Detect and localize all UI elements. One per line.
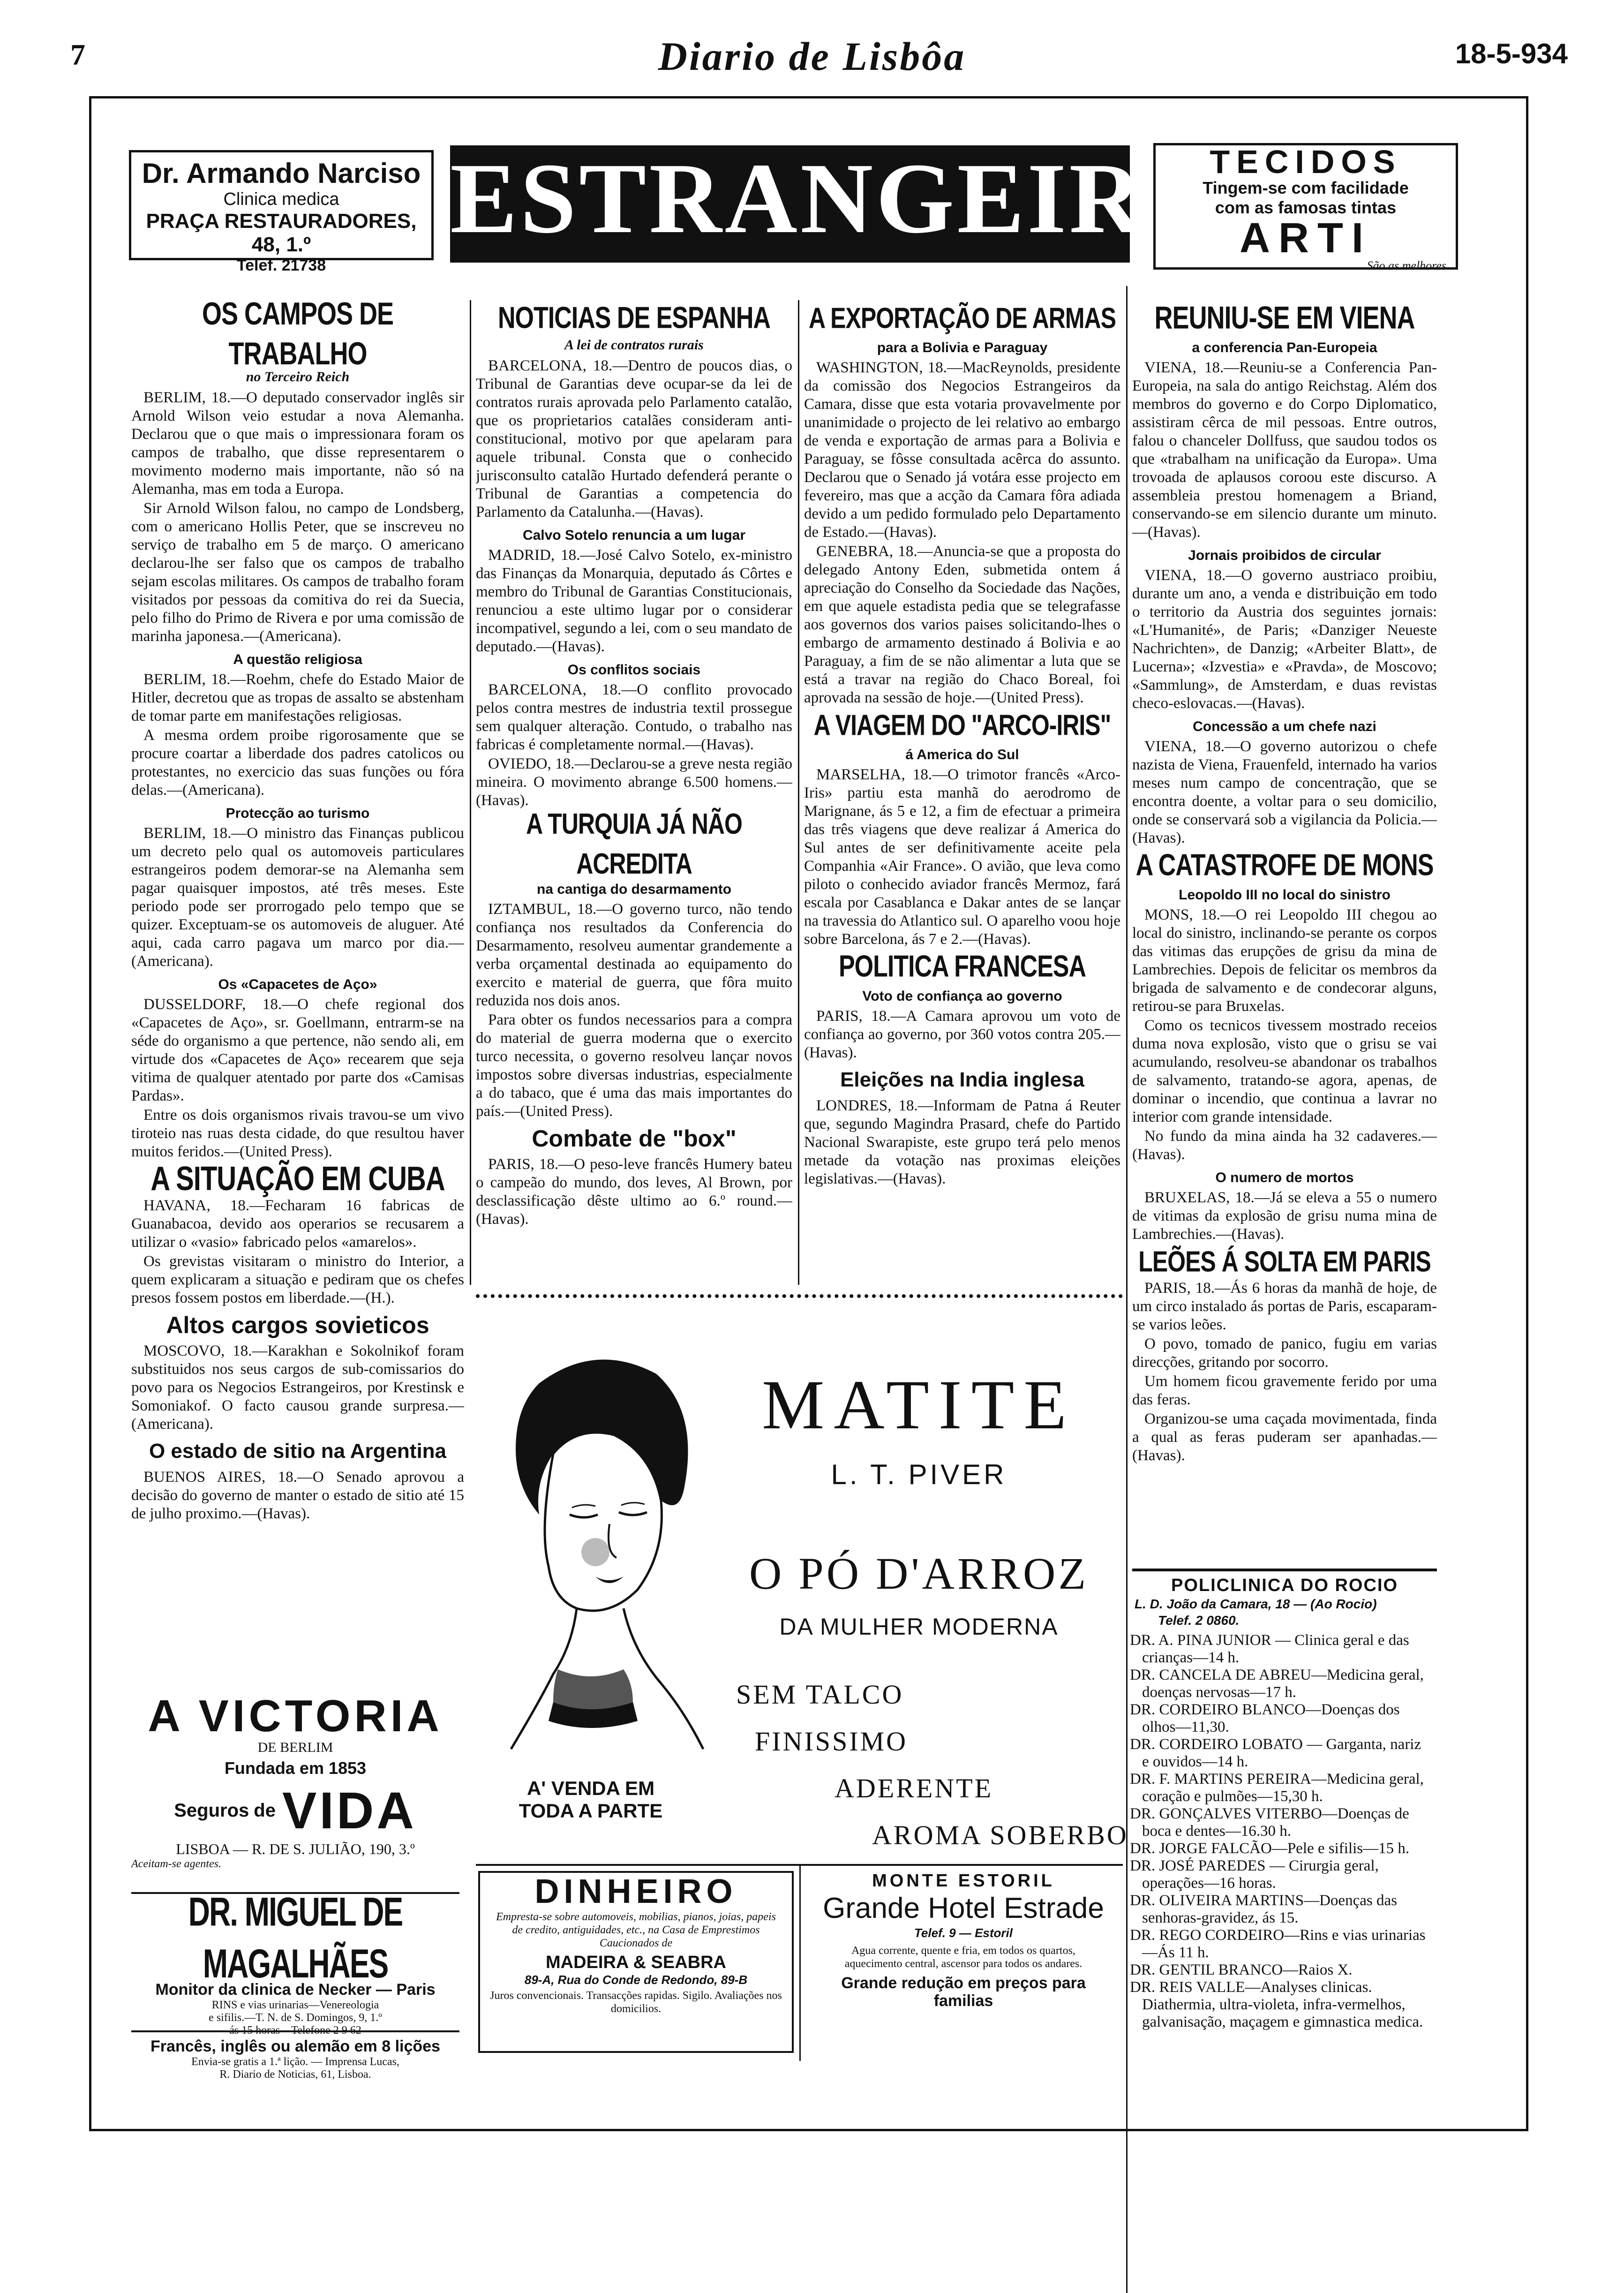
article-text: MONS, 18.—O rei Leopoldo III chegou ao local do sinistro, inclinando-se perante os corpos das vitimas das erupções de grisu da mina de Lambrechies. Depois de felicitar os membros da brigada de salvamento e de condecorar alguns, retirou-se para Bruxelas. [1132,906,1437,1015]
article-text: Um homem ficou gravemente ferido por uma das feras. [1132,1373,1437,1408]
article-text: No fundo da mina ainda ha 32 cadaveres.—(Havas). [1132,1128,1437,1163]
headline-campos: OS CAMPOS DE TRABALHO [202,300,394,371]
article-text: BERLIM, 18.—O ministro das Finanças publicou um decreto pelo qual os automoveis particulares estrangeiros podem demorar-se na Alemanha sem pagar quaisquer impostos, até três meses. Este periodo pode ser prorrogado pelo tempo que se quizer. Exceptuam-se os automoveis de aluguer. Até aqui, cada carro pagava um marco por dia.—(Americana). [131,825,464,970]
matite-sale [497,1777,684,1822]
article-text: A mesma ordem proibe rigorosamente que se procure coartar a liberdade dos padres catolicos ou protestantes, no exercicio das suas funções ou fóra delas.—(Americana). [131,727,464,799]
article-text: BERLIM, 18.—O deputado conservador inglês sir Arnold Wilson veio estudar a nova Alemanha. Declarou que o que mais o impressionara foram os campos de trabalho, que disse representarem o movimento moderno mais importante, não só na Alemanha, mas em toda a Europa. [131,389,464,498]
article-text: VIENA, 18.—Reuniu-se a Conferencia Pan-Europeia, na sala do antigo Reichstag. Além dos membros do governo e do Corpo Diplomatico, assistiram cêrca de mil pessoas. Entre outros, falou o chanceler Dollfuss, que saudou todos os que «trabalham na unificação da Europa». Uma trovoada de aplausos coroou este discurso. A assembleia prestou homenagem a Briand, conservando-se em silencio durante um minuto.—(Havas). [1132,359,1437,541]
ad-separator-vertical [799,1864,801,2061]
matite-feature: SEM TALCO [736,1679,904,1710]
miguel-line2: e sifilis.—T. N. de S. Domingos, 9, 1.º [209,2012,382,2024]
article-text: Os grevistas visitaram o ministro do Interior, a quem explicaram a situação e pediram que os chefes presos fossem postos em liberdade.—(H.). [131,1253,464,1306]
article-text: PARIS, 18.—O peso-leve francês Humery bateu o campeão do mundo, dos leves, Al Brown, por desclassificação dêste ultimo ao 6.º round.—(Havas). [476,1156,792,1228]
woman-illustration [483,1346,708,1758]
estoril-foot: Grande redução em preços para familias [841,1974,1086,2010]
victoria-from: DE BERLIM [257,1740,333,1755]
dinheiro-body: Empresta-se sobre automoveis, mobilias, pianos, joias, papeis de credito, antiguidades, etc., na Casa de Emprestimos Caucionados de [496,1911,776,1949]
matite-brand: MATITE [762,1366,1076,1444]
matite-feature: AROMA SOBERBO [872,1820,1128,1850]
tecidos-tag: São as melhores [1367,259,1446,272]
matite-feature: ADERENTE [835,1773,993,1803]
page-number: 7 [70,38,85,71]
dinheiro-ad [478,1871,794,2053]
subhead: no Terceiro Reich [246,369,350,385]
headline-argentina: O estado de sitio na Argentina [149,1440,447,1463]
subhead: Leopoldo III no local do sinistro [1179,887,1391,903]
article-text: Organizou-se uma caçada movimentada, finda a qual as feras puderam ser apanhadas.—(Havas). [1132,1410,1437,1464]
tecidos-title: TECIDOS [1210,143,1402,180]
article-text: Para obter os fundos necessarios para a compra do material de guerra moderna que o exercito turco necessita, o governo resolveu lançar novos impostos sobre diversas industrias, especialmente a do tabaco, que é uma das mais importantes do país.—(United Press). [476,1011,792,1120]
dinheiro-address: 89-A, Rua do Conde de Redondo, 89-B [524,1973,748,1987]
article-text: GENEBRA, 18.—Anuncia-se que a proposta do delegado Antony Eden, submetida ontem á apreciação do Conselho da Sociedade das Nações, em que aquele estadista pedia que se telegrafasse aos governos dos varios paises solicitando-lhes o embargo de armamento destinado á Bolivia e ao Paraguay, a fim de se não alimentar a luta que se está a travar na região do Chaco Boreal, foi aprovada na sessão de hoje.—(United Press). [804,543,1120,706]
headline-cuba: A SITUAÇÃO EM CUBA [150,1159,445,1198]
doctor-ad [129,150,434,274]
headline-box: Combate de "box" [532,1125,737,1152]
subhead: Os «Capacetes de Aço» [218,977,377,992]
ad-separator [476,1294,1123,1298]
headline-arco-iris: A VIAGEM DO "ARCO-IRIS" [813,709,1111,741]
estoril-phone: Telef. 9 — Estoril [914,1926,1013,1940]
subhead: A questão religiosa [233,652,362,667]
subhead: Os conflitos sociais [567,662,701,678]
subhead: Concessão a um chefe nazi [1193,719,1376,734]
estoril-top: MONTE ESTORIL [872,1871,1055,1891]
subhead: O numero de mortos [1215,1170,1354,1185]
victoria-founded: Fundada em 1853 [224,1758,367,1778]
article-text: IZTAMBUL, 18.—O governo turco, não tendo confiança nos resultados da Conferencia do Desarmamento, resolveu aumentar grandemente a verba orçamental destinada ao equipamento do exercito e material de guerra, que fôra muito reduzida nos dois anos. [476,901,792,1009]
article-text: LONDRES, 18.—Informam de Patna á Reuter que, segundo Magindra Prasard, chefe do Partido Nacional Swarapiste, este grupo terá pelo menos metade da votação nas proximas eleições legislativas.—(Havas). [804,1097,1120,1187]
article-text: MADRID, 18.—José Calvo Sotelo, ex-ministro das Finanças da Monarquia, deputado ás Côrtes e membro do Tribunal de Garantias Constitucionais, renunciou a este ultimo lugar por o considerar incompativel, segundo a lei, com o seu mandato de deputado.—(Havas). [476,547,792,655]
headline-turquia: A TURQUIA JÁ NÃO ACREDITA [526,807,742,880]
doctor-name: Dr. Armando Narciso [142,158,421,189]
section-banner: ESTRANGEIRO [450,145,1130,263]
ad-rule [1132,1569,1437,1571]
matite-sale-line1: A' VENDA EM [526,1777,655,1799]
article-text: BERLIM, 18.—Roehm, chefe do Estado Maior de Hitler, decretou que as tropas de assalto se abstenham de tomar parte em manifestações religiosas. [131,671,464,724]
rocio-address: L. D. João da Camara, 18 — (Ao Rocio) [1135,1597,1377,1611]
rocio-doctor-item: DR. CANCELA DE ABREU—Medicina geral, doenças nervosas—17 h. [1130,1667,1424,1701]
frances-ad [131,2037,459,2081]
estoril-name: Grande Hotel Estrade [823,1892,1104,1924]
tecidos-line1: Tingem-se com facilidade [1203,178,1409,197]
article-text: PARIS, 18.—A Camara aprovou um voto de confiança ao governo, por 360 votos contra 205.—(Havas). [804,1008,1120,1061]
miguel-name: DR. MIGUEL DE MAGALHÃES [188,1889,403,1986]
rocio-doctor-item: DR. REGO CORDEIRO—Rins e vias urinarias—Ás 11 h. [1130,1927,1426,1961]
rocio-doctor-item: DR. REIS VALLE—Analyses clinicas. Diathermia, ultra-violeta, infra-vermelhos, galvanisação, maçagem e gimnastica medica. [1130,1979,1423,2030]
tecidos-ad [1153,143,1458,270]
victoria-ad [131,1693,459,1871]
frances-title: Francês, inglês ou alemão em 8 lições [150,2037,440,2055]
subhead: Calvo Sotelo renuncia a um lugar [522,528,746,543]
victoria-name: A VICTORIA [148,1691,443,1741]
issue-date: 18-5-934 [1455,38,1568,69]
rocio-doctor-list [1130,1632,1430,2031]
frances-line1: Envia-se gratis a 1.ª lição. — Imprensa Lucas, [191,2056,399,2068]
headline-politica: POLITICA FRANCESA [838,949,1086,984]
subhead: Jornais proibidos de circular [1188,548,1381,563]
article-text: MARSELHA, 18.—O trimotor francês «Arco-Iris» partiu esta manhã do aerodromo de Marignane, ás 5 e 12, a fim de efectuar a primeira das três viagens que deve realizar á America do Sul antes de ser definitivamente aceite pela Companhia «Air France». O avião, que leva como piloto o conhecido aviador francês Mermoz, fará escala por Casablanca e Dakar antes de se lançar na travessia do Atlantico sul. O aparelho voou hoje sobre Barcelona, ás 7 e 2.—(Havas). [804,766,1120,948]
headline-armas: A EXPORTAÇÃO DE ARMAS [809,302,1116,334]
doctor-specialty: Clinica medica [223,189,339,209]
victoria-agents: Aceitam-se agentes. [131,1858,221,1870]
victoria-seguros-row [131,1781,459,1840]
victoria-vida: VIDA [282,1782,417,1840]
article-text: DUSSELDORF, 18.—O chefe regional dos «Capacetes de Aço», sr. Goellmann, entrarm-se na séde do organismo a que pertence, não sendo ali, em virtude dos «Capacetes de Aço» recearem que seja vitima de qualquer atentado por parte dos «Camisas Pardas». [131,996,464,1104]
dinheiro-title: DINHEIRO [534,1873,737,1910]
tecidos-line2: com as famosas tintas [1215,198,1397,217]
miguel-ad [131,1889,459,2037]
article-text: BUENOS AIRES, 18.—O Senado aprovou a decisão do governo de manter o estado de sitio até 15 de julho proximo.—(Havas). [131,1469,464,1522]
estoril-body: Agua corrente, quente e fria, em todos os quartos, aquecimento central, ascensor para todos os andares. [844,1945,1083,1970]
matite-sale-line2: TODA A PARTE [519,1800,663,1822]
headline-leoes: LEÕES Á SOLTA EM PARIS [1138,1245,1431,1278]
column-2 [476,300,792,1275]
miguel-sub: Monitor da clinica de Necker — Paris [155,1981,436,1999]
victoria-address: LISBOA — R. DE S. JULIÃO, 190, 3.º [176,1840,415,1857]
subhead: na cantiga do desarmamento [536,882,732,897]
subhead: a conferencia Pan-Europeia [1192,340,1377,355]
rocio-title: POLICLINICA DO ROCIO [1171,1576,1398,1595]
article-text: MOSCOVO, 18.—Karakhan e Sokolnikof foram substituidos nos seus cargos de sub-comissarios do povo para os Negocios Estrangeiros, por Krestinsk e Somoniakof. O facto causou grande surpresa.—(Americana). [131,1343,464,1433]
article-text: BARCELONA, 18.—O conflito provocado pelos contra mestres de industria textil prossegue sem qualquer alteração. Contudo, o trabalho nas fabricas é completamente normal.—(Havas). [476,681,792,753]
headline-viena: REUNIU-SE EM VIENA [1154,300,1415,336]
matite-feature: FINISSIMO [755,1726,908,1757]
victoria-de: de [254,1800,276,1821]
matite-product: O PÓ D'ARROZ [749,1548,1089,1599]
article-text: VIENA, 18.—O governo autorizou o chefe nazista de Viena, Frauenfeld, internado ha varios meses num campo de concentração, que se encontra doente, a voltar para o seu domicilio, onde se conservará sob a vigilancia da Policia.—(Havas). [1132,738,1437,846]
matite-maker: L. T. PIVER [831,1459,1007,1490]
column-separator [1126,286,1128,2293]
article-text: WASHINGTON, 18.—MacReynolds, presidente da comissão dos Negocios Estrangeiros da Camara, disse que esta votaria provavelmente por unanimidade o projecto de lei relativo ao embargo de venda e exportação de armas para a Bolivia e Paraguay, se fôsse consultada acêrca do assunto. Declarou que o Senado já votára esse projecto em fevereiro, mas que a acção da Camara fôra adiada devido a um pedido formulado pelo Departamento de Estado.—(Havas). [804,359,1120,541]
subhead: Voto de confiança ao governo [862,988,1062,1004]
dinheiro-foot: Juros convencionais. Transacções rapidas. Sigilo. Avaliações nos domicilios. [490,1990,782,2015]
headline-india: Eleições na India inglesa [840,1068,1084,1091]
rocio-doctor-item: DR. CORDEIRO BLANCO—Doenças dos olhos—11,30. [1130,1701,1400,1735]
rocio-doctor-item: DR. A. PINA JUNIOR — Clinica geral e das crianças—14 h. [1130,1632,1409,1666]
article-text: BRUXELAS, 18.—Já se eleva a 55 o numero de vitimas da explosão de grisu numa mina de Lambrechies.—(Havas). [1132,1189,1437,1243]
doctor-address: PRAÇA RESTAURADORES, 48, 1.º [146,210,417,256]
frances-line2: R. Diario de Noticias, 61, Lisboa. [219,2068,371,2081]
doctor-phone: Telef. 21738 [236,256,326,274]
rocio-doctor-item: DR. OLIVEIRA MARTINS—Doenças das senhoras-gravidez, ás 15. [1130,1892,1397,1926]
headline-mons: A CATASTROFE DE MONS [1135,848,1434,883]
tecidos-brand: ARTI [1240,215,1372,262]
subhead: A lei de contratos rurais [564,337,704,353]
victoria-seguros: Seguros [174,1800,249,1821]
subhead: Protecção ao turismo [226,806,370,821]
ad-rule [131,2030,459,2032]
article-text: Entre os dois organismos rivais travou-se um vivo tiroteio nas ruas desta cidade, do que resultou haver muitos feridos.—(United Press). [131,1107,464,1160]
newspaper-title: Diario de Lisbôa [658,34,966,79]
column-4 [1132,300,1437,1566]
headline-sovieticos: Altos cargos sovieticos [166,1312,429,1338]
estoril-ad [804,1871,1123,2010]
rocio-phone: Telef. 2 0860. [1158,1613,1240,1628]
article-text: HAVANA, 18.—Fecharam 16 fabricas de Guanabacoa, devido aos operarios se recusarem a utilizar o «vasio» fabricado pelos «amarelos». [131,1197,464,1251]
rocio-doctor-item: DR. CORDEIRO LOBATO — Garganta, nariz e ouvidos—14 h. [1130,1736,1421,1770]
article-text: Sir Arnold Wilson falou, no campo de Londsberg, com o americano Hollis Peter, que se inscreveu no serviço de trabalho em 5 de março. O americano declarou-lhe ser falso que os campos de trabalho sejam escolas militares. Os campos de trabalho foram visitados por pessoas da comitiva do rei da Suecia, pelo filho do Primo de Rivera e por uma comissão de marinha japonesa.—(Americana). [131,500,464,645]
subhead: para a Bolivia e Paraguay [877,340,1048,355]
column-separator [798,300,799,1285]
column-3 [804,300,1120,1275]
article-text: OVIEDO, 18.—Declarou-se a greve nesta região mineira. O movimento abrange 6.500 homens.—(Havas). [476,755,792,809]
matite-tag: DA MULHER MODERNA [779,1614,1059,1640]
column-1 [131,300,464,1688]
rocio-doctor-item: DR. JORGE FALCÃO—Pele e sifilis—15 h. [1130,1840,1410,1857]
rocio-doctor-item: DR. GONÇALVES VITERBO—Doenças de boca e dentes—16.30 h. [1130,1805,1409,1840]
rocio-doctor-item: DR. JOSÉ PAREDES — Cirurgia geral, operações—16 horas. [1130,1857,1379,1892]
rocio-doctor-item: DR. F. MARTINS PEREIRA—Medicina geral, coração e pulmões—15,30 h. [1130,1771,1424,1805]
rocio-doctor-item: DR. GENTIL BRANCO—Raios X. [1130,1961,1353,1978]
column-separator [470,300,471,1285]
dinheiro-firm: MADEIRA & SEABRA [546,1953,726,1972]
article-text: VIENA, 18.—O governo austriaco proibiu, durante um ano, a venda e distribuição em todo o territorio da Austria dos seguintes jornais: «L'Humanité», de Paris; «Danziger Neueste Nachrichten», de Danzig; «Arbeiter Blatt», de Lucerna»; «Izvestia» e «Pravda», de Moscovo; «Sammlung», de Amsterdam, e duas revistas checo-eslovacas.—(Havas). [1132,567,1437,712]
article-text: O povo, tomado de panico, fugiu em varias direcções, gritando por socorro. [1132,1335,1437,1371]
headline-espanha: NOTICIAS DE ESPANHA [498,301,770,335]
article-text: Como os tecnicos tivessem mostrado receios duma nova explosão, visto que o grisu se vai acumulando, resolveu-se abandonar os trabalhos de salvamento, tratando-se agora, apenas, de dominar o incendio, que continua a lavrar no interior com grande intensidade. [1132,1017,1437,1125]
miguel-line1: RINS e vias urinarias—Venereologia [211,1999,379,2011]
subhead: á America do Sul [905,747,1019,762]
article-text: BARCELONA, 18.—Dentro de poucos dias, o Tribunal de Garantias deve ocupar-se da lei de contratos rurais aprovada pelo Parlamento catalão, que os proprietarios catalães consideram anti-constitucional, motivo por que apelaram para aquele tribunal. Consta que o conhecido jurisconsulto catalão Hurtado defenderá perante o Tribunal de Garantias a competencia do Parlamento da Catalunha.—(Havas). [476,357,792,520]
article-text: PARIS, 18.—Ás 6 horas da manhã de hoje, de um circo instalado ás portas de Paris, escaparam-se varios leões. [1132,1280,1437,1333]
